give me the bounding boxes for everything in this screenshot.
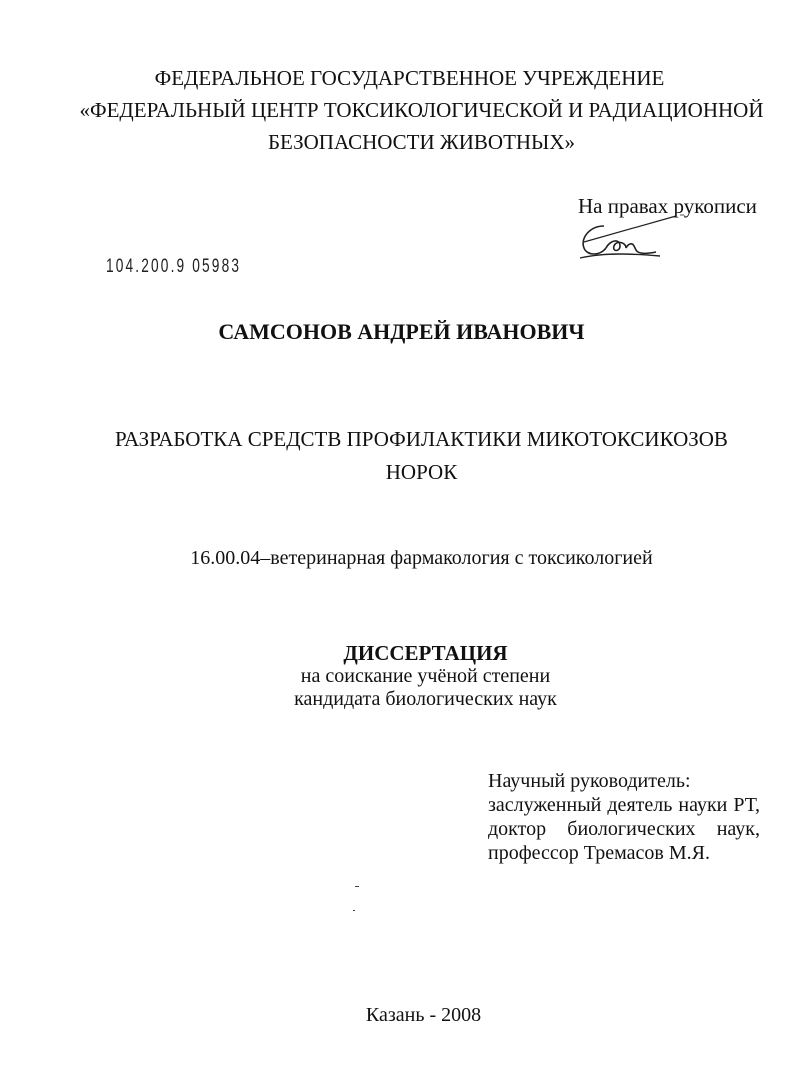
degree-line-1: на соискание учёной степени: [300, 665, 551, 687]
handwritten-signature: [576, 212, 696, 268]
dissertation-title-line-1: РАЗРАБОТКА СРЕДСТВ ПРОФИЛАКТИКИ МИКОТОКСИКОЗОВ: [115, 427, 728, 451]
dissertation-title-line-2: НОРОК: [385, 460, 458, 484]
document-type-label: ДИССЕРТАЦИЯ: [343, 641, 508, 665]
supervisor-heading: Научный руководитель:: [488, 770, 691, 792]
city-and-year: Казань - 2008: [365, 1004, 482, 1026]
organization-line-3: БЕЗОПАСНОСТИ ЖИВОТНЫХ»: [267, 130, 576, 154]
scan-speck: [353, 910, 355, 911]
degree-line-2: кандидата биологических наук: [294, 688, 557, 710]
supervisor-title-line-1: заслуженный деятель науки РТ,: [488, 794, 760, 816]
manuscript-rights-note: На правах рукописи: [578, 194, 757, 218]
author-name: САМСОНОВ АНДРЕЙ ИВАНОВИЧ: [218, 319, 585, 344]
organization-line-2: «ФЕДЕРАЛЬНЫЙ ЦЕНТР ТОКСИКОЛОГИЧЕСКОЙ И РАДИАЦИОННОЙ: [79, 98, 764, 122]
scan-speck: [355, 886, 359, 887]
registry-number-stamp: 104.200.9 05983: [106, 256, 242, 277]
supervisor-name: профессор Тремасов М.Я.: [488, 842, 710, 864]
supervisor-title-line-2: доктор биологических наук,: [488, 818, 760, 840]
organization-line-1: ФЕДЕРАЛЬНОЕ ГОСУДАРСТВЕННОЕ УЧРЕЖДЕНИЕ: [154, 66, 665, 90]
specialty-code: 16.00.04–ветеринарная фармакология с токсикологией: [190, 547, 653, 569]
